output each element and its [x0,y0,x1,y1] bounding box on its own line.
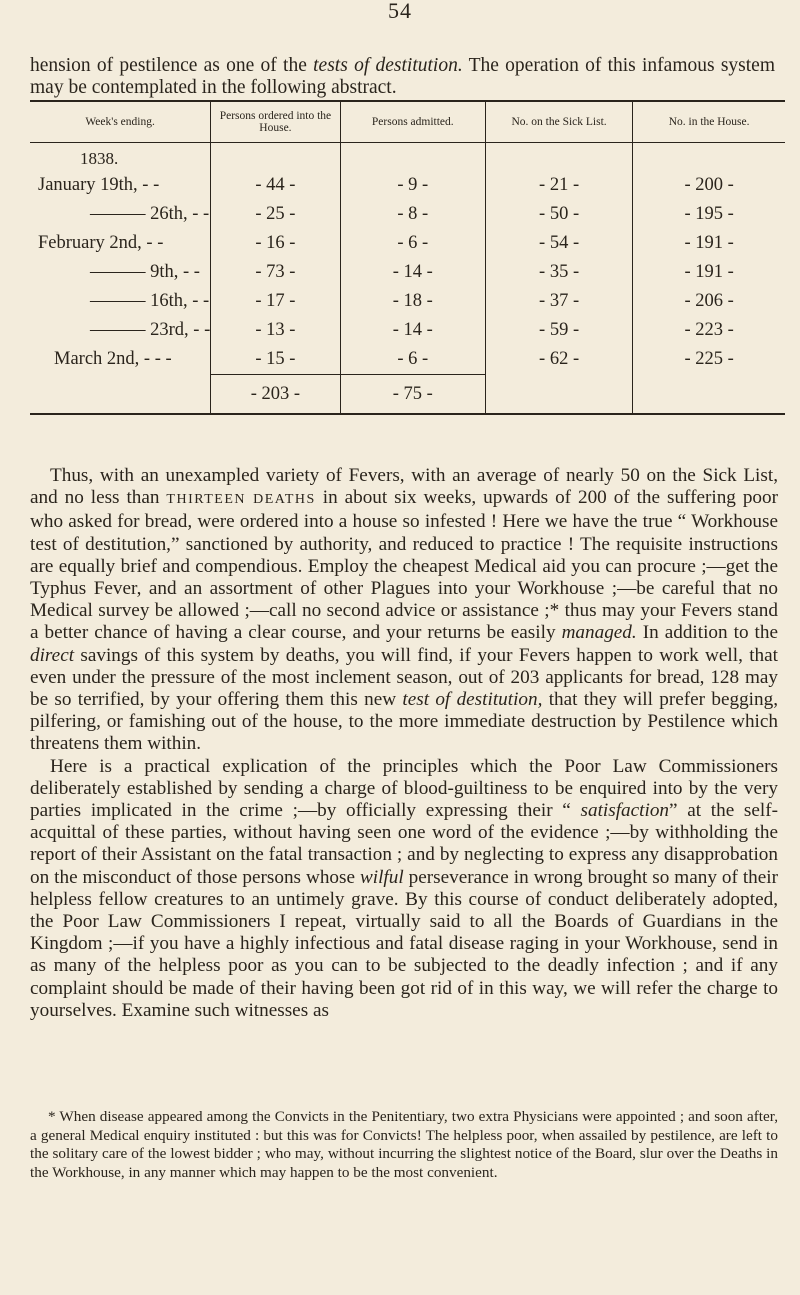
house-cell: - 191 - [633,258,785,287]
paragraph1-text-a: Thus, with an unexampled variety of Fevers, with an average of nearly 50 on the Sick List, and no less than [30,465,778,509]
totals-label-cell [30,375,211,415]
week-cell: January 19th, - - [38,175,160,195]
table-header-row [30,101,785,143]
table-row [30,200,785,229]
intro-text-part2: The operation of this infamous system may be contemplated in the following abstract. [30,55,776,98]
table-row [30,229,785,258]
header-house: No. in the House. [633,101,785,143]
paragraph1-italic-test: test of destitution, [402,689,543,711]
admitted-cell: - 6 - [340,229,485,258]
sick-cell: - 62 - [485,345,632,375]
table-row [30,258,785,287]
ordered-cell: - 25 - [211,200,340,229]
page-number: 54 [388,0,412,23]
ordered-cell: - 15 - [211,345,340,375]
house-cell: - 195 - [633,200,785,229]
ordered-cell: - 17 - [211,287,340,316]
total-admitted-cell: - 75 - [340,375,485,415]
sick-cell: - 59 - [485,316,632,345]
week-cell: ——— 9th, - - [90,262,200,282]
week-cell: February 2nd, - - [38,233,164,253]
paragraph2-italic-satisfaction: satisfaction [580,800,670,822]
header-admitted: Persons admitted. [340,101,485,143]
admitted-cell: - 14 - [340,316,485,345]
header-week: Week's ending. [30,101,211,143]
house-cell: - 206 - [633,287,785,316]
ordered-cell: - 13 - [211,316,340,345]
sick-cell: - 50 - [485,200,632,229]
total-sick-cell [485,375,632,415]
intro-text-part1: hension of pestilence as one of the [30,55,314,76]
paragraph2-italic-wilful: wilful [359,866,404,888]
sick-cell: - 21 - [485,171,632,200]
paragraph1-italic-direct: direct [30,644,75,666]
intro-text-italic: tests of destitution. [313,55,463,76]
paragraph1-italic-managed: managed. [561,622,637,644]
week-cell: March 2nd, - - - [54,349,172,370]
intro-paragraph [30,55,775,99]
paragraph2-text-b: ” at the self-acquittal of these parties, without having seen one word of the evidence ;—by withholding the report of their Assistant on the fatal transaction ; and by neglecting to express any disapprobation on the misconduct of those persons whose [30,800,778,888]
paragraph-thus [30,465,778,756]
paragraph-here [30,756,778,1022]
sick-cell: - 37 - [485,287,632,316]
house-cell: - 200 - [633,171,785,200]
paragraph1-text-e: that they will prefer begging, pilfering, or famishing out of the house, to the more immediate destruction by Pestilence which threatens them within. [30,689,778,755]
paragraph1-smallcaps: THIRTEEN DEATHS [166,492,316,508]
admitted-cell: - 6 - [340,345,485,375]
week-cell: ——— 16th, - - [90,291,210,311]
paragraph1-text-c: In addition to the [636,622,779,644]
ordered-cell: - 73 - [211,258,340,287]
year-row [30,143,785,172]
table-row [30,345,785,375]
admitted-cell: - 9 - [340,171,485,200]
sick-cell: - 54 - [485,229,632,258]
total-house-cell [633,375,785,415]
abstract-table [30,100,785,415]
total-ordered-cell: - 203 - [211,375,340,415]
paragraph1-text-b: in about six weeks, upwards of 200 of the suffering poor who asked for bread, were ordered into a house so infested ! Here we have the true “ Workhouse test of destitution,” sanctioned by authority, and reduced to practice ! The requisite instructions are equally brief and compendious. Employ the cheapest Medical aid you can procure ;—get the Typhus Fever, and an assortment of other Plagues into your Workhouse ;—be careful that no Medical survey be allowed ;—call no second advice or assistance ;* thus may your Fevers stand a better chance of having a clear course, and your returns be easily [30,487,778,644]
table-row [30,287,785,316]
table-row [30,316,785,345]
ordered-cell: - 16 - [211,229,340,258]
house-cell: - 225 - [633,345,785,375]
house-cell: - 191 - [633,229,785,258]
ordered-cell: - 44 - [211,171,340,200]
admitted-cell: - 8 - [340,200,485,229]
week-cell: ——— 23rd, - - [90,320,211,340]
paragraph2-text-c: perseverance in wrong brought so many of their helpless fellow creatures to an untimely grave. By this course of conduct deliberately adopted, the Poor Law Commissioners I repeat, virtually said to all the Boards of Guardians in the Kingdom ;—if you have a highly infectious and fatal disease raging in your Workhouse, send in as many of the helpless poor as you can to be subjected to the deadly infection ; and if any complaint should be made of their having been got rid of in this way, we will refer the charge to yourselves. Examine such witnesses as [30,866,778,1021]
footnote-text: * When disease appeared among the Convicts in the Penitentiary, two extra Physicians were appointed ; and soon after, a general Medical enquiry instituted : but this was for Convicts! The helpless poor, when assailed by pestilence, are left to the solitary care of the lowest bidder ; who may, without incurring the slightest notice of the Board, slur over the Deaths in the Workhouse, in any manner which may happen to be the most convenient. [30,1108,778,1181]
totals-row [30,375,785,415]
house-cell: - 223 - [633,316,785,345]
sick-cell: - 35 - [485,258,632,287]
header-ordered: Persons ordered into the House. [211,101,340,143]
footnote [30,1108,778,1182]
year-label: 1838. [80,149,119,168]
paragraph1-text-d: savings of this system by deaths, you will find, if your Fevers happen to work well, that even under the pressure of the most inclement season, out of 203 applicants for bread, 128 may be so terrified, by your offering them this new [30,644,778,711]
week-cell: ——— 26th, - - [90,204,210,224]
admitted-cell: - 18 - [340,287,485,316]
table-row [30,171,785,200]
admitted-cell: - 14 - [340,258,485,287]
paragraph2-text-a: Here is a practical explication of the principles which the Poor Law Commissioners deliberately established by sending a charge of blood-guiltiness to be enquired into by the very parties implicated in the crime ;—by officially expressing their “ [30,755,778,822]
body-text [30,465,778,1022]
header-sick: No. on the Sick List. [485,101,632,143]
